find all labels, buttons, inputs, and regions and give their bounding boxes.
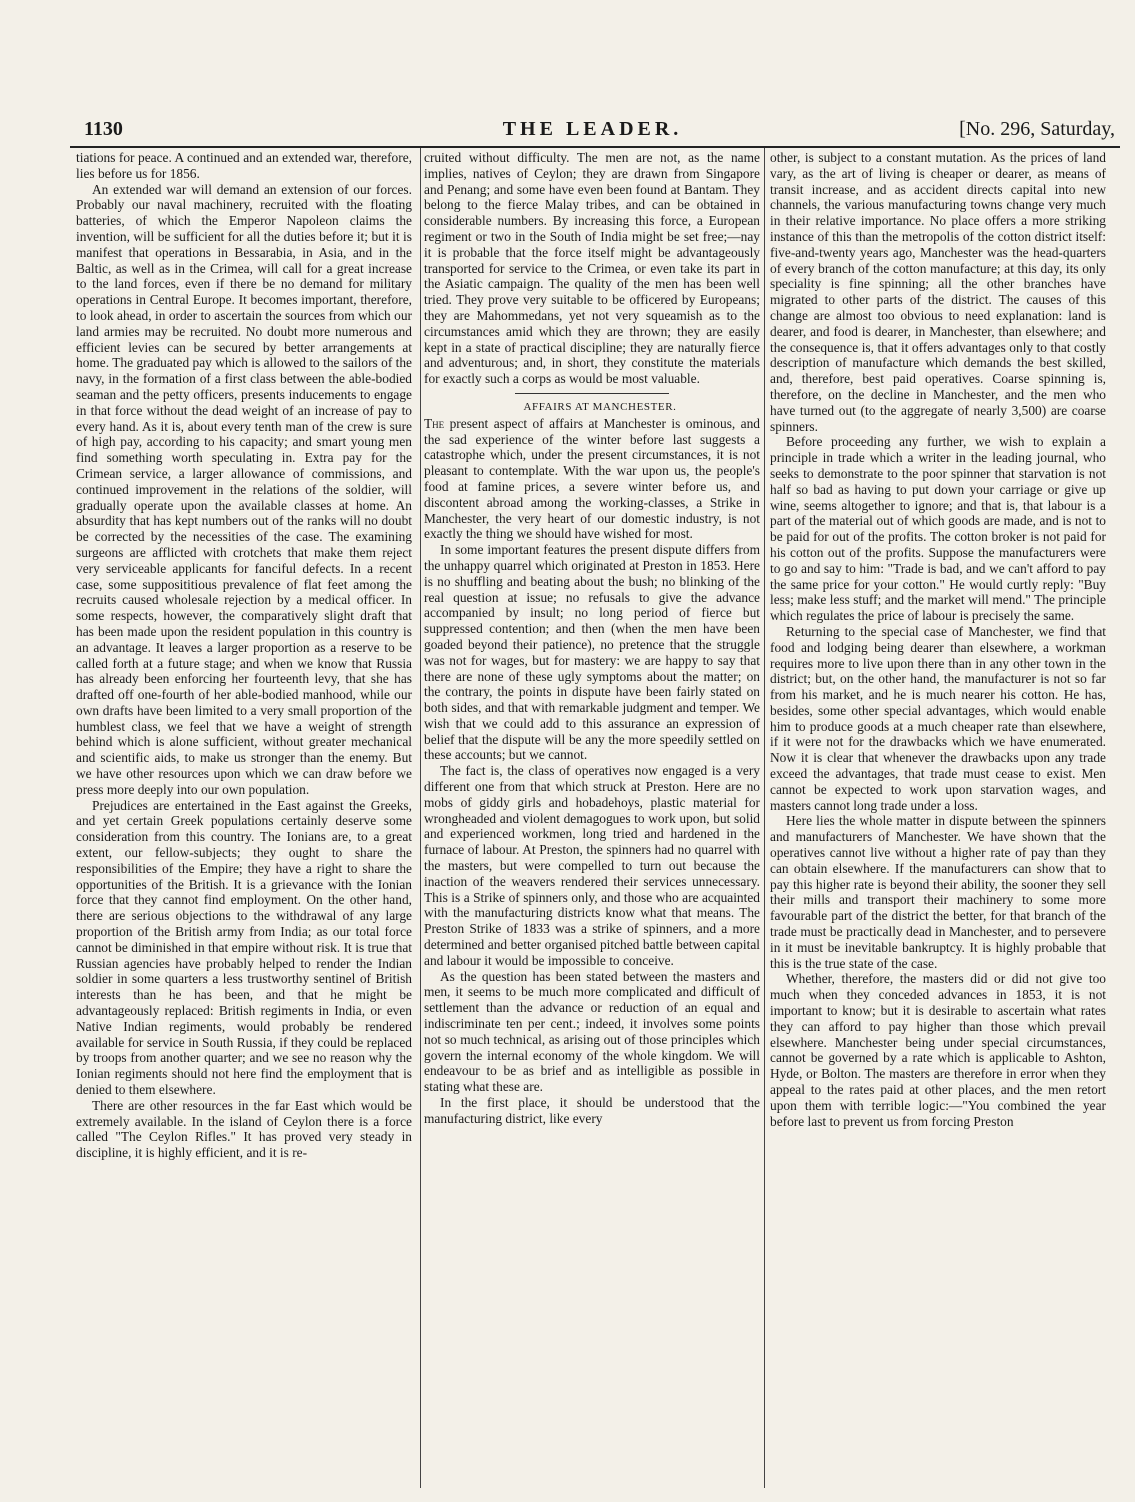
article-paragraph: cruited without difficulty. The men are not, as the name implies, natives of Ceylon; they are drawn from Singapore and Penang; and some have even been found at Bantam. They belong to the fierce Malay tribes, and can be obtained in considerable numbers. By increasing this force, a European regiment or two in the South of India might be set free;—nay it is probable that the force itself might be advantageously transported for service to the Crimea, or even take its part in the Asiatic campaign. The quality of the men has been well tried. They prove very suitable to be officered by Europeans; they are Mahommedans, yet not very squeamish as to the circumstances amid which they are thrown; they are easily kept in a state of practical discipline; they are naturally fierce and adventurous; and, in short, they constitute the materials for exactly such a corps as would be most valuable. bbox=[424, 150, 760, 387]
article-paragraph: An extended war will demand an extension of our forces. Probably our naval machinery, recruited with the floating batteries, of which the Emperor Napoleon claims the invention, will be sufficient for all the duties before it; but it is manifest that operations in Bessarabia, in Asia, and in the Baltic, as well as in the Crimea, will call for a great increase to the land forces, even if there be no demand for military operations in Central Europe. It becomes important, therefore, to look ahead, in order to ascertain the sources from which our land armies may be recruited. No doubt more numerous and efficient levies can be secured by better arrangements at home. The graduated pay which is allowed to the sailors of the navy, in the formation of a first class between the able-bodied seaman and the petty officers, presents inducements to engage in that force without the dead weight of an increase of pay to every hand. As it is, about every tenth man of the crew is sure of high pay, according to his capacity; and smart young men find something worth speculating in. Extra pay for the Crimean service, a larger allowance of commissions, and continued improvement in the relations of the soldier, will gradually operate upon the available classes at home. An absurdity that has kept numbers out of the ranks will no doubt be corrected by the necessities of the case. The examining surgeons are afflicted with crotchets that make them reject very serviceable applicants for fanciful defects. In a recent case, some supposititious prevalence of flat feet among the recruits caused wholesale rejection by a medical officer. In some respects, however, the comparatively slight draft that has been made upon the resident population in this country is an advantage. It leaves a larger proportion as a reserve to be called forth at a future stage; and when we know that Russia has already been enforcing her fourteenth levy, that she has drafted off one-fourth of her able-bodied manhood, while our own drafts have been limited to a very small proportion of the humblest class, we feel that we have a weight of strength behind which is alone sufficient, without greater mechanical and scientific aids, to make us stronger than the enemy. But we have other resources upon which we can draw before we press more deeply into our own population. bbox=[76, 181, 412, 797]
article-paragraph: In some important features the present dispute differs from the unhappy quarrel which originated at Preston in 1853. Here is no shuffling and beating about the bush; no blinking of the real question at issue; no refusals to give the advance accompanied by insult; no long period of fierce but suppressed contention; and then (when the men have been goaded beyond their patience), no pretence that the struggle was not for wages, but for mastery: we are happy to say that there are none of these ugly symptoms about the matter; on the contrary, the points in dispute have been fairly stated on both sides, and that with remarkable judgment and temper. We wish that we could add to this assurance an expression of belief that the dispute will be any the more speedily settled on these accounts; but we cannot. bbox=[424, 542, 760, 763]
article-paragraph: As the question has been stated between the masters and men, it seems to be much more complicated and difficult of settlement than the advance or reduction of an equal and indiscriminate ten per cent.; indeed, it involves some points not so much technical, as arising out of those principles which govern the internal economy of the whole kingdom. We will endeavour to be as brief and as intelligible as possible in stating what these are. bbox=[424, 968, 760, 1095]
column-2 bbox=[424, 150, 760, 1495]
lead-word: The bbox=[424, 415, 445, 431]
section-heading: AFFAIRS AT MANCHESTER. bbox=[523, 400, 677, 413]
column-1 bbox=[76, 150, 412, 1495]
page-header bbox=[70, 118, 1115, 144]
lead-paragraph-text: present aspect of affairs at Manchester is ominous, and the sad experience of the winter before last suggests a catastrophe which, under the present circumstances, it is not pleasant to contemplate. With the war upon us, the people's food at famine prices, a severe winter before us, and discontent abroad among the working-classes, a Strike in Manchester, the very heart of our domestic industry, is not exactly the thing we should have wished for most. bbox=[424, 415, 760, 542]
article-paragraph: Whether, therefore, the masters did or did not give too much when they conceded advances in 1853, it is not important to know; but it is desirable to ascertain what rates they can afford to pay higher than those which prevail elsewhere. Manchester being under special circumstances, cannot be governed by a rate which is applicable to Ashton, Hyde, or Bolton. The masters are therefore in error when they appeal to the rates paid at other places, and the men retort upon them with terrible logic:—"You combined the year before last to prevent us from forcing Preston bbox=[770, 971, 1106, 1129]
column-divider bbox=[764, 148, 765, 1488]
column-divider bbox=[420, 148, 421, 1488]
page-number: 1130 bbox=[84, 118, 123, 140]
article-paragraph: tiations for peace. A continued and an extended war, therefore, lies before us for 1856. bbox=[76, 150, 412, 181]
article-paragraph bbox=[424, 416, 760, 542]
masthead-title: THE LEADER. bbox=[502, 118, 683, 140]
column-3 bbox=[770, 150, 1106, 1495]
article-paragraph: The fact is, the class of operatives now engaged is a very different one from that which struck at Preston. Here are no mobs of giddy girls and hobadehoys, plastic material for wrongheaded and violent demagogues to work upon, but solid and experienced workmen, long tried and hardened in the furnace of labour. At Preston, the spinners had no quarrel with the masters, but were compelled to turn out because the inaction of the weavers rendered their services unnecessary. This is a Strike of spinners only, and those who are acquainted with the manufacturing districts know what that means. The Preston Strike of 1833 was a strike of spinners, and a more determined and better organised pitched battle between capital and labour it would be impossible to conceive. bbox=[424, 763, 760, 968]
article-paragraph: In the first place, it should be understood that the manufacturing district, like every bbox=[424, 1095, 760, 1126]
header-rule bbox=[70, 146, 1120, 148]
article-paragraph: Prejudices are entertained in the East against the Greeks, and yet certain Greek populations certainly deserve some consideration from this country. The Ionians are, to a great extent, our fellow-subjects; they ought to share the responsibilities of the Empire; they have a right to share the opportunities of the British. It is a grievance with the Ionian force that they cannot find employment. On the other hand, there are serious objections to the withdrawal of any large proportion of the British army from India; as our total force cannot be diminished in that empire without risk. It is true that Russian agencies have probably helped to render the Indian soldier in some quarters a less trustworthy sentinel of British interests than he has been, and that he might be advantageously replaced: British regiments in India, or even Native Indian regiments, would probably be rendered available for service in South Russia, if they could be replaced by troops from another quarter; and we see no reason why the Ionian regiments should not here find the employment that is denied to them elsewhere. bbox=[76, 797, 412, 1098]
article-paragraph: Here lies the whole matter in dispute between the spinners and manufacturers of Manchester. We have shown that the operatives cannot live without a higher rate of pay than they can obtain elsewhere. If the manufacturers can show that to pay this higher rate is beyond their ability, the sooner they sell their mills and transport their machinery to some more favourable part of the district the better, for that branch of the trade must be practically dead in Manchester, and to persevere in it must be inevitable bankruptcy. It is highly probable that this is the true state of the case. bbox=[770, 813, 1106, 971]
section-divider bbox=[515, 393, 670, 394]
article-paragraph: Returning to the special case of Manchester, we find that food and lodging being dearer than elsewhere, a workman requires more to live upon there than in any other town in the district; but, on the other hand, the manufacturer is not so far from his market, and he is much nearer his cotton. He has, besides, some other special advantages, which would enable him to produce goods at a much cheaper rate than elsewhere, if it were not for the drawbacks which we have enumerated. Now it is clear that whenever the drawbacks upon any trade exceed the advantages, that trade must cease to exist. Men cannot be expected to work upon starvation wages, and masters cannot long trade under a loss. bbox=[770, 623, 1106, 813]
article-paragraph: Before proceeding any further, we wish to explain a principle in trade which a writer in the leading journal, who seeks to demonstrate to the poor spinner that starvation is not half so bad as having to put down your carriage or give up wine, seems altogether to ignore; and that is, that labour is a part of the material out of which goods are made, and is not to be paid for out of the profits. The cotton broker is not paid for his cotton out of the profits. Suppose the manufacturers were to go and say to him: "Trade is bad, and we can't afford to pay the same price for your cotton." He would curtly reply: "Buy less; make less stuff; and the market will mend." The principle which regulates the price of labour is precisely the same. bbox=[770, 434, 1106, 624]
article-paragraph: other, is subject to a constant mutation. As the prices of land vary, as the art of living is cheaper or dearer, as means of transit increase, and as accident directs capital into new channels, the various manufacturing towns change very much in their relative importance. No place offers a more striking instance of this than the metropolis of the cotton district itself: five-and-twenty years ago, Manchester was the head-quarters of every branch of the cotton manufacture; at this day, its only speciality is fine spinning; all the other branches have migrated to other parts of the district. The causes of this change are almost too obvious to need explanation: land is dearer, and food is dearer, in Manchester, than elsewhere; and the consequence is, that it offers advantages only to that costly description of manufacture which demands the best skilled, and, therefore, best paid operatives. Coarse spinning is, therefore, on the decline in Manchester, and the men who have turned out (to the aggregate of nearly 3,500) are coarse spinners. bbox=[770, 150, 1106, 434]
article-paragraph: There are other resources in the far East which would be extremely available. In the island of Ceylon there is a force called "The Ceylon Rifles." It has proved very steady in discipline, it is highly efficient, and it is re- bbox=[76, 1097, 412, 1161]
issue-line: [No. 296, Saturday, bbox=[959, 118, 1115, 140]
